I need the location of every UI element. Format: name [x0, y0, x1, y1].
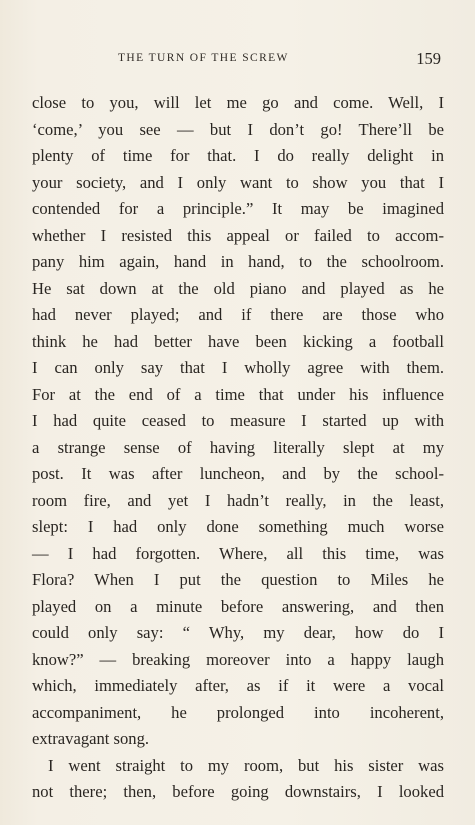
text-line-paragraph-start: I went straight to my room, but his sister was: [48, 755, 444, 775]
text-line: room fire, and yet I hadn’t really, in the least,: [32, 490, 444, 510]
text-line: know?” — breaking moreover into a happy laugh: [32, 649, 444, 669]
text-line: had never played; and if there are those who: [32, 305, 444, 324]
body-text: [32, 90, 444, 806]
text-line: post. It was after luncheon, and by the school-: [32, 464, 444, 483]
text-line: contended for a principle.” It may be imagined: [32, 199, 444, 218]
text-line: whether I resisted this appeal or failed to accom-: [32, 225, 444, 245]
running-title: THE TURN OF THE SCREW: [118, 52, 289, 64]
text-line: accompaniment, he prolonged into incoherent,: [32, 702, 444, 722]
text-line-paragraph-end: extravagant song.: [32, 729, 150, 748]
text-line: could only say: “ Why, my dear, how do I: [32, 623, 444, 642]
text-line: I had quite ceased to measure I started up with: [32, 411, 444, 430]
page-number: 159: [416, 49, 441, 68]
text-line: think he had better have been kicking a football: [32, 331, 444, 351]
text-line: played on a minute before answering, and then: [32, 596, 444, 616]
text-line: your society, and I only want to show you that I: [32, 172, 444, 192]
text-line: close to you, will let me go and come. Well, I: [32, 93, 444, 112]
text-line: He sat down at the old piano and played as he: [32, 278, 444, 298]
text-line: slept: I had only done something much worse: [32, 517, 444, 536]
text-line: I can only say that I wholly agree with them.: [32, 358, 444, 377]
text-line: plenty of time for that. I do really delight in: [32, 146, 444, 165]
text-line: which, immediately after, as if it were a vocal: [32, 676, 444, 695]
text-line: Flora? When I put the question to Miles he: [32, 570, 444, 589]
text-line: ‘come,’ you see — but I don’t go! There’ll be: [32, 119, 444, 139]
running-header: [32, 49, 444, 68]
text-line: a strange sense of having literally slept at my: [32, 437, 444, 457]
text-line: pany him again, hand in hand, to the schoolroom.: [32, 252, 444, 271]
text-line: not there; then, before going downstairs, I looked: [32, 782, 444, 801]
text-line: For at the end of a time that under his influence: [32, 384, 444, 404]
text-line: — I had forgotten. Where, all this time, was: [32, 543, 444, 563]
